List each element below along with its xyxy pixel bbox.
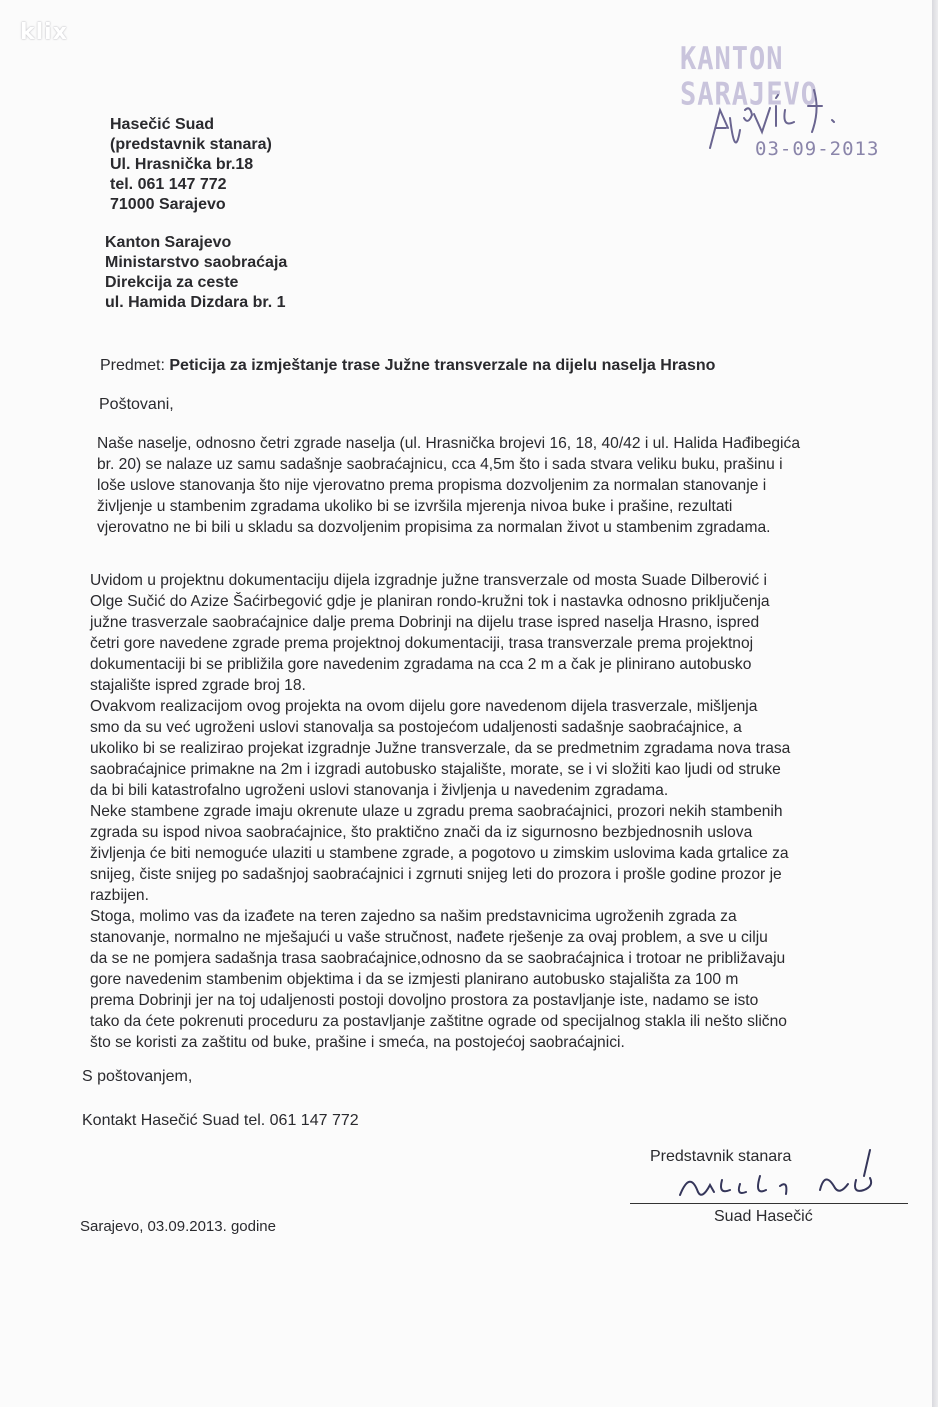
stamp-date: 03-09-2013 <box>755 138 880 160</box>
text-line: prema Dobrinji jer na toj udaljenosti postoji dovoljno prostora za postavljanje iste, nadamo se isto <box>90 992 759 1009</box>
recipient-line: Ministarstvo saobraćaja <box>105 254 288 271</box>
contact-line: Kontakt Hasečić Suad tel. 061 147 772 <box>82 1112 359 1129</box>
text-line: tako da ćete pokrenuti proceduru za postavljanje zaštitne ograde od specijalnog stakla ili nešto slično <box>90 1013 787 1030</box>
text-line: što se koristi za zaštitu od buke, prašine i smeća, na postojećoj saobraćajnici. <box>90 1034 625 1051</box>
text-line: da se ne pomjera sadašnja trasa saobraćajnice,odnosno da se saobraćajnica i trotoar ne približavaju <box>90 950 786 967</box>
text-line: saobraćajnice primakne na 2m i izgradi autobusko stajalište, morate, se i vi složiti kao ljudi od struke <box>90 761 781 778</box>
text-line: loše uslove stanovanja što nije vjerovatno prema propisma dozvoljenim za normalan stanovanje i <box>97 477 767 494</box>
text-line: zgrada su ispod nivoa saobraćajnice, što praktično znači da iz sigurnosno bezbjednosnih uslova <box>90 824 753 841</box>
text-line: južne trasverzale saobraćajnice dalje prema Dobrinji na dijelu trase ispred naselja Hrasno, ispred <box>90 614 760 631</box>
greeting: Poštovani, <box>99 396 174 413</box>
text-line: Ovakvom realizacijom ovog projekta na ovom dijelu gore navedenom dijela trasverzale, mišljenja <box>90 698 758 715</box>
handwritten-signature <box>670 1140 910 1210</box>
sender-line: 71000 Sarajevo <box>110 196 226 213</box>
text-line: ukoliko bi se realizirao projekat izgradnje Južne transverzale, da se predmetnim zgradama nova trasa <box>90 740 791 757</box>
signature-line <box>630 1203 908 1204</box>
subject-line <box>100 357 715 375</box>
text-line: Neke stambene zgrade imaju okrenute ulaze u zgradu prema saobraćajnici, prozori nekih stambenih <box>90 803 783 820</box>
text-line: življenja će biti nemoguće ulaziti u stambene zgrade, a pogotovo u zimskim uslovima kada grtalice za <box>90 845 789 862</box>
representative-title: Predstavnik stanara <box>650 1148 792 1165</box>
text-line: smo da su već ugroženi uslovi stanovalja sa postojećom udaljenosti sadašnje saobraćajnice, a <box>90 719 742 736</box>
text-line: br. 20) se nalaze uz samu sadašnje saobraćajnicu, cca 4,5m što i sada stvara veliku buku, prašinu i <box>97 456 783 473</box>
stamp-title: KANTON SARAJEVO <box>680 41 819 113</box>
registry-stamp <box>675 40 915 170</box>
paragraph-2 <box>90 570 925 1053</box>
closing: S poštovanjem, <box>82 1068 193 1085</box>
text-line: da bi bili katastrofalno ugroženi uslovi stanovanja i življenja u navedenim zgradama. <box>90 782 669 799</box>
subject-label: Predmet: <box>100 357 165 374</box>
place-and-date: Sarajevo, 03.09.2013. godine <box>80 1218 276 1235</box>
text-line: četri gore navedene zgrade prema projektnoj dokumentaciji, trasa transverzale prema projektnoj <box>90 635 754 652</box>
sender-line: (predstavnik stanara) <box>110 136 272 153</box>
text-line: razbijen. <box>90 887 149 904</box>
text-line: Naše naselje, odnosno četri zgrade naselja (ul. Hrasnička brojevi 16, 18, 40/42 i ul. Halida Hađibegića <box>97 435 800 452</box>
text-line: Stoga, molimo vas da izađete na teren zajedno sa našim predstavnicima ugroženih zgrada za <box>90 908 737 925</box>
representative-name: Suad Hasečić <box>714 1208 813 1225</box>
page-edge <box>932 0 938 1407</box>
paragraph-1 <box>97 433 925 538</box>
recipient-line: ul. Hamida Dizdara br. 1 <box>105 294 286 311</box>
text-line: stajalište ispred zgrade broj 18. <box>90 677 306 694</box>
sender-address <box>110 115 272 215</box>
sender-line: Hasečić Suad <box>110 116 215 133</box>
watermark-logo: klix <box>20 20 68 45</box>
text-line: gore navedenim stambenim objektima i da se izmjesti planirano autobusko stajališta za 100 m <box>90 971 739 988</box>
sender-line: Ul. Hrasnička br.18 <box>110 156 254 173</box>
subject-text: Peticija za izmještanje trase Južne transverzale na dijelu naselja Hrasno <box>169 357 716 374</box>
text-line: snijeg, čiste snijeg po sadašnjoj saobraćajnici i zgrnuti snijeg leti do prozora i prošle godine prozor je <box>90 866 782 883</box>
text-line: Olge Sučić do Azize Šaćirbegović gdje je planiran rondo-kružni tok i nastavka odnosno priključenja <box>90 593 770 610</box>
sender-line: tel. 061 147 772 <box>110 176 227 193</box>
recipient-address <box>105 233 287 313</box>
recipient-line: Kanton Sarajevo <box>105 234 232 251</box>
recipient-line: Direkcija za ceste <box>105 274 239 291</box>
text-line: stanovanje, normalno ne mješajući u vaše stručnost, nađete rješenje za ovaj problem, a sve u cilju <box>90 929 768 946</box>
text-line: dokumentaciji bi se približila gore navedenim zgradama na cca 2 m a čak je plinirano autobusko <box>90 656 752 673</box>
text-line: Uvidom u projektnu dokumentaciju dijela izgradnje južne transverzale od mosta Suade Dilberović i <box>90 572 767 589</box>
text-line: vjerovatno ne bi bili u skladu sa dozvoljenim propisima za normalan život u stambenim zgradama. <box>97 519 771 536</box>
text-line: življenje u stambenim zgradama ukoliko bi se izvršila mjerenja nivoa buke i prašine, rezultati <box>97 498 733 515</box>
